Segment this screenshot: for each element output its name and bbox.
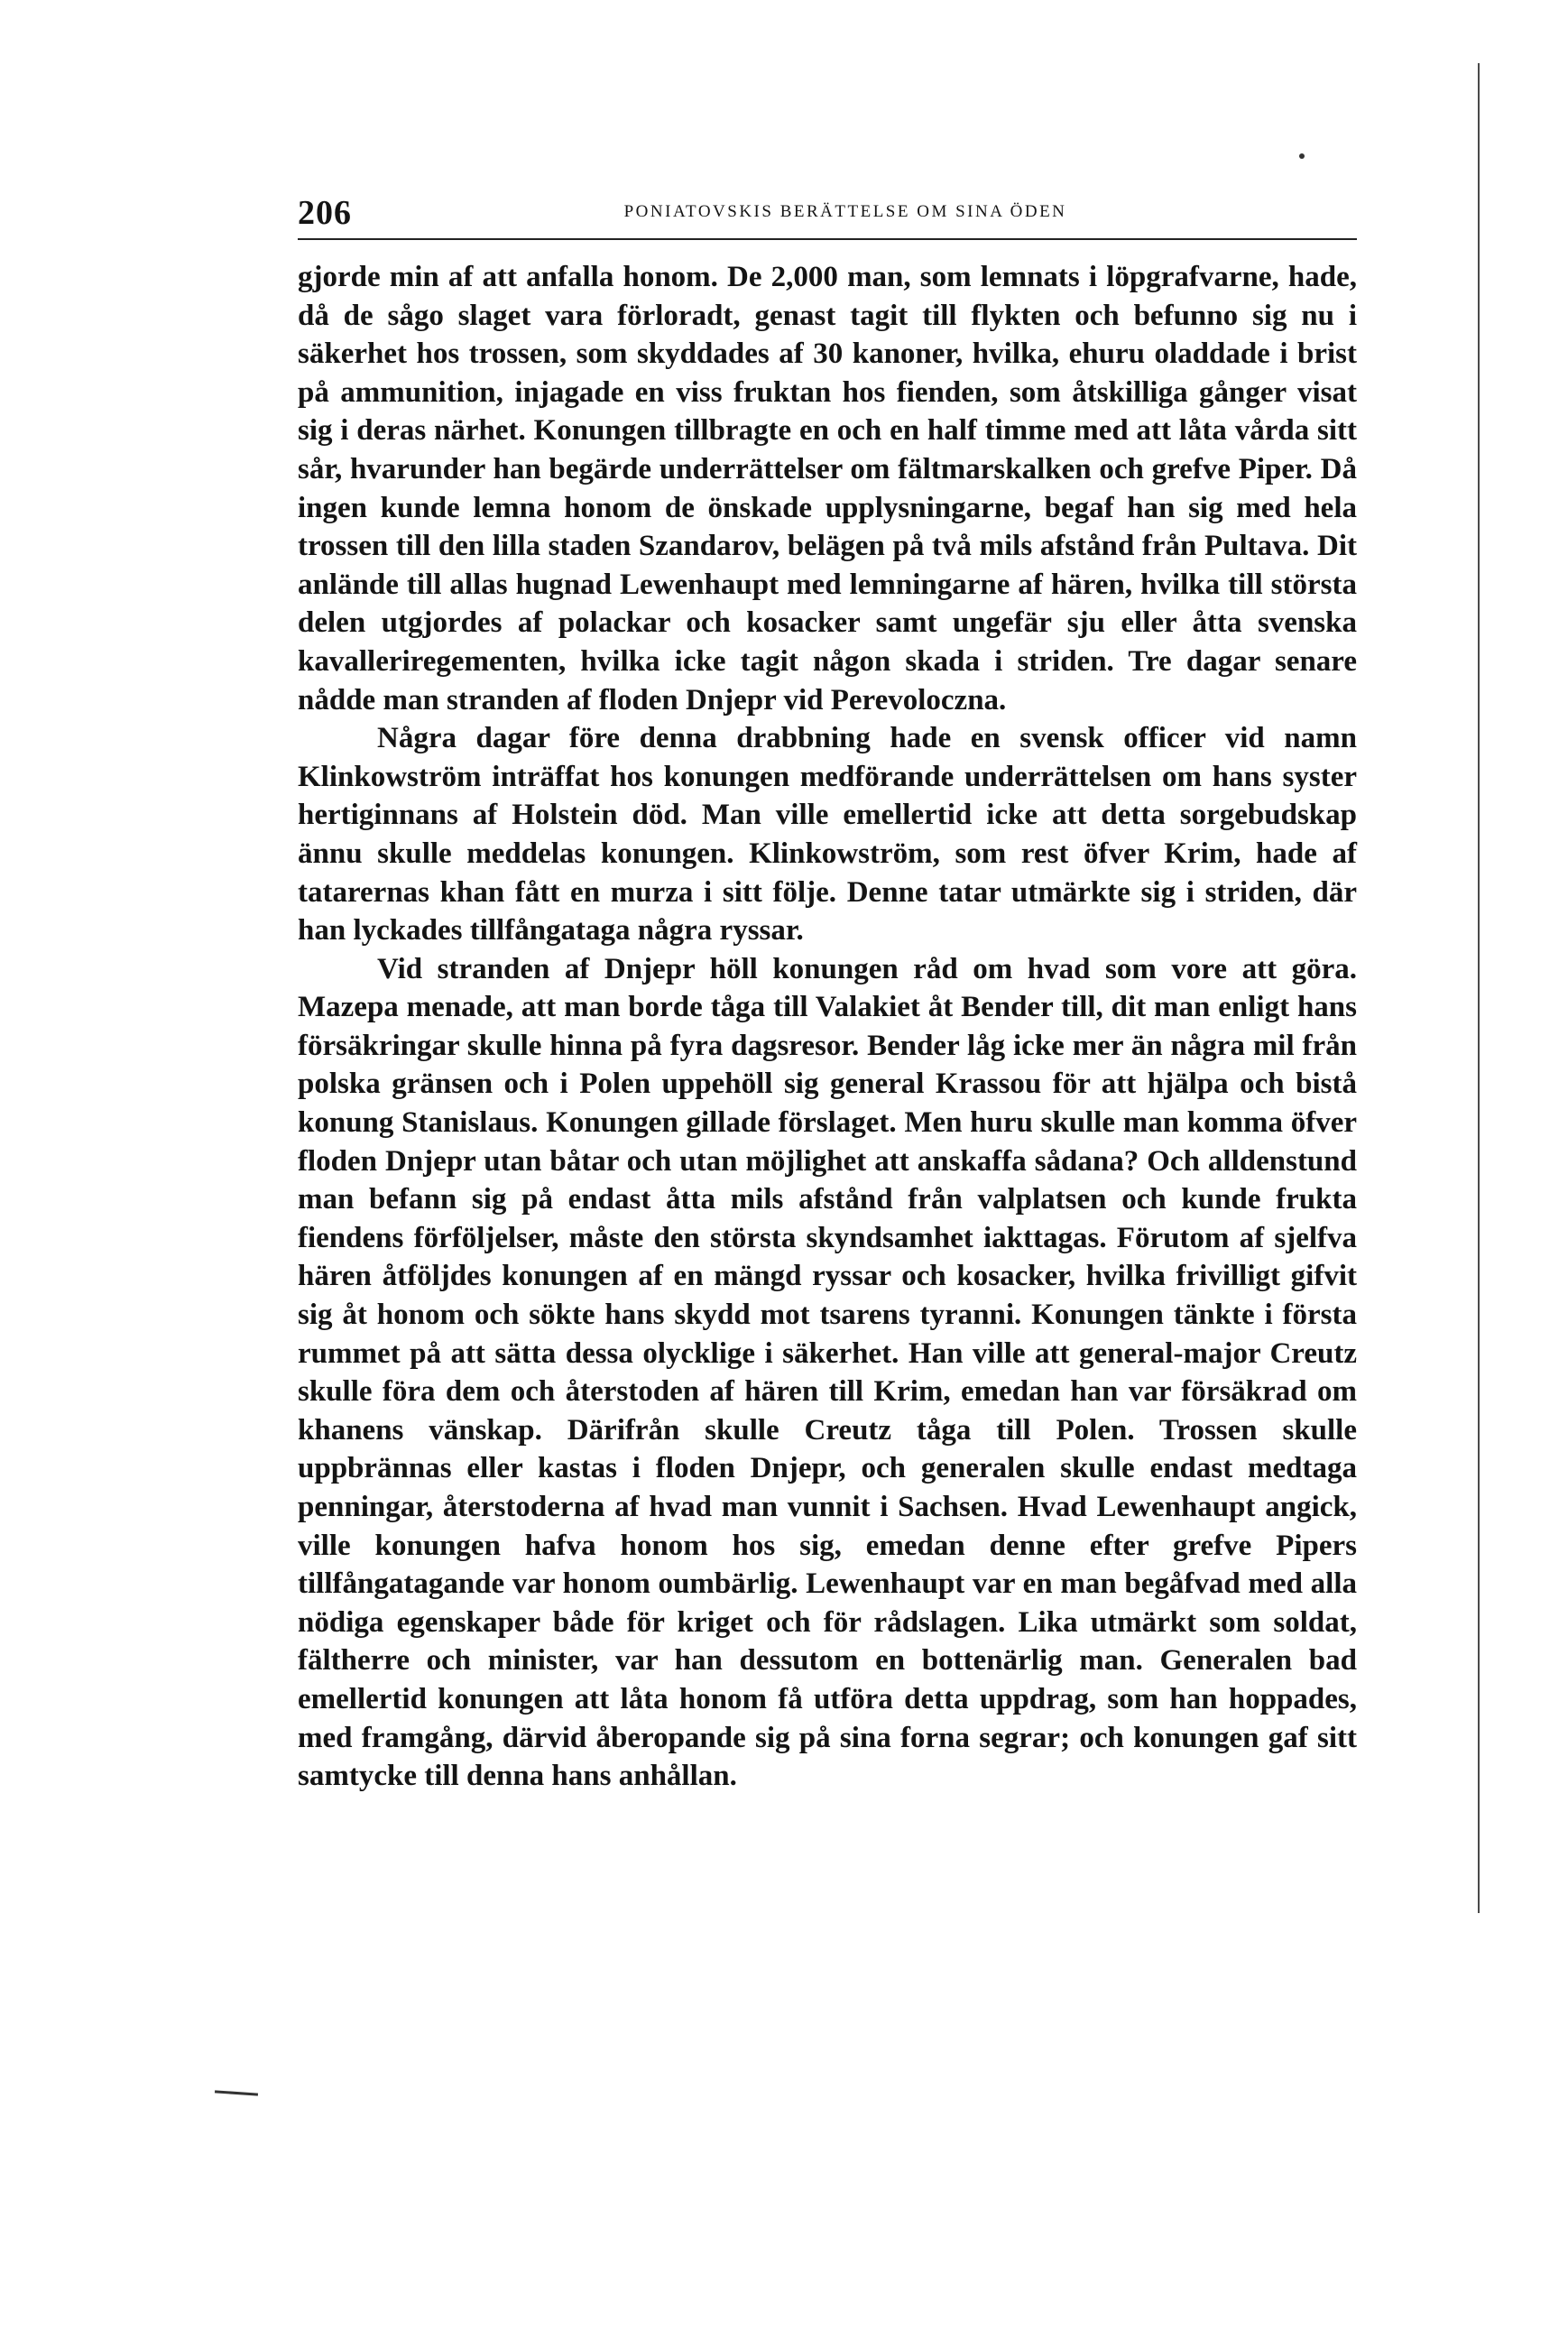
paragraph-1: gjorde min af att anfalla honom. De 2,000 man, som lemnats i löpgrafvarne, hade, då de sågo slaget vara förloradt, genast tagit till flykten och befunno sig nu i säkerhet hos trossen, som skyddades af 30 kanoner, hvilka, ehuru oladdade i brist på ammunition, injagade en viss fruktan hos fienden, som åtskilliga gånger visat sig i deras närhet. Konungen tillbragte en och en half timme med att låta vårda sitt sår, hvarunder han begärde underrättelser om fältmarskalken och grefve Piper. Då ingen kunde lemna honom de önskade upplysningarne, begaf han sig med hela trossen till den lilla staden Szandarov, belägen på två mils afstånd från Pultava. Dit anlände till allas hugnad Lewenhaupt med lemningarne af hären, hvilka till största delen utgjordes af polackar och kosacker samt ungefär sju eller åtta svenska kavalleriregementen, hvilka icke tagit någon skada i striden. Tre dagar senare nådde man stranden af floden Dnjepr vid Perevoloczna. xyxy=(298,261,1357,716)
page-number: 206 xyxy=(298,194,352,232)
paragraph-2: Några dagar före denna drabbning hade en svensk officer vid namn Klinkowström inträffat hos konungen medförande underrättelsen om hans syster hertiginnans af Holstein död. Man ville emellertid icke att detta sorgebudskap ännu skulle meddelas konungen. Klinkowström, som rest öfver Krim, hade af tatarernas khan fått en murza i sitt följe. Denne tatar utmärkte sig i striden, där han lyckades tillfångataga några ryssar. xyxy=(298,722,1357,948)
scan-edge-line xyxy=(1478,63,1480,1913)
scan-speck xyxy=(1299,153,1305,159)
corner-mark xyxy=(215,2090,258,2095)
body-text xyxy=(298,258,1357,1796)
running-head: PONIATOVSKIS BERÄTTELSE OM SINA ÖDEN xyxy=(623,202,1067,221)
paragraph-3: Vid stranden af Dnjepr höll konungen råd om hvad som vore att göra. Mazepa menade, att man borde tåga till Valakiet åt Bender till, dit man enligt hans försäkringar skulle hinna på fyra dagsresor. Bender låg icke mer än några mil från polska gränsen och i Polen uppehöll sig general Krassou för att hjälpa och bistå konung Stanislaus. Konungen gillade förslaget. Men huru skulle man komma öfver floden Dnjepr utan båtar och utan möjlighet att anskaffa sådana? Och alldenstund man befann sig på endast åtta mils afstånd från valplatsen och kunde frukta fiendens förföljelser, måste den största skyndsamhet iakttagas. Förutom af sjelfva hären åtföljdes konungen af en mängd ryssar och kosacker, hvilka frivilligt gifvit sig åt honom och sökte hans skydd mot tsarens tyranni. Konungen tänkte i första rummet på att sätta dessa olycklige i säkerhet. Han ville att general-major Creutz skulle föra dem och återstoden af hären till Krim, emedan han var försäkrad om khanens vänskap. Därifrån skulle Creutz tåga till Polen. Trossen skulle uppbrännas eller kastas i floden Dnjepr, och generalen skulle endast medtaga penningar, återstoderna af hvad man vunnit i Sachsen. Hvad Lewenhaupt angick, ville konungen hafva honom hos sig, emedan denne efter grefve Pipers tillfångatagande var honom oumbärlig. Lewenhaupt var en man begåfvad med alla nödiga egenskaper både för kriget och för rådslagen. Lika utmärkt som soldat, fältherre och minister, var han dessutom en bottenärlig man. Generalen bad emellertid konungen att låta honom få utföra detta uppdrag, som han hoppades, med framgång, därvid åberopande sig på sina forna segrar; och konungen gaf sitt samtycke till denna hans anhållan. xyxy=(298,952,1357,1793)
page-header xyxy=(298,193,1357,240)
